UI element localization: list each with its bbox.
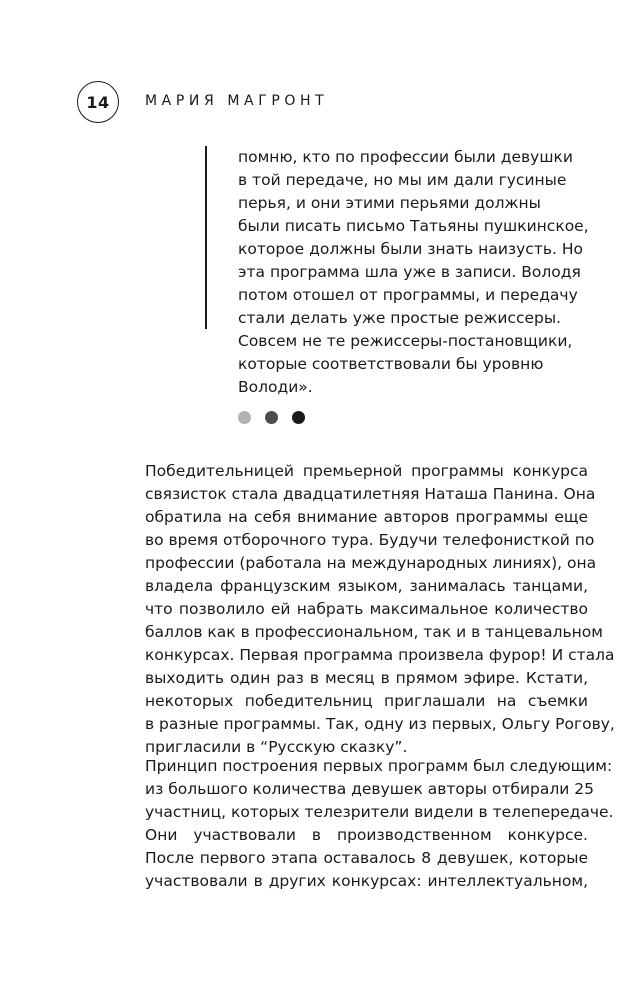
body-line: Победительницей премьерной программы конкурса — [145, 462, 588, 480]
quote-vertical-rule — [205, 146, 207, 329]
body-line: После первого этапа оставалось 8 девушек, которые — [145, 849, 588, 867]
quote-line: которые соответствовали бы уровню — [238, 355, 544, 373]
quote-line: были писать письмо Татьяны пушкинское, — [238, 217, 589, 235]
body-paragraph-2 — [145, 755, 614, 893]
body-line: профессии (работала на международных линиях), она — [145, 554, 597, 572]
page-number-circle — [77, 81, 119, 123]
body-paragraph-1 — [145, 460, 615, 759]
divider-dot-dark — [292, 411, 305, 424]
divider-dot-light — [238, 411, 251, 424]
body-line: в разные программы. Так, одну из первых, Ольгу Рогову, — [145, 715, 615, 733]
quote-line: Володи». — [238, 378, 313, 396]
body-line: участвовали в других конкурсах: интеллектуальном, — [145, 872, 588, 890]
running-head-author: МАРИЯ МАГРОНТ — [145, 93, 329, 109]
quote-line: помню, кто по профессии были девушки — [238, 148, 573, 166]
body-line: связисток стала двадцатилетняя Наташа Панина. Она — [145, 485, 596, 503]
body-line: некоторых победительниц приглашали на съемки — [145, 692, 588, 710]
body-line: из большого количества девушек авторы отбирали 25 — [145, 780, 595, 798]
page-number: 14 — [86, 92, 110, 112]
divider-dot-medium — [265, 411, 278, 424]
quote-line: стали делать уже простые режиссеры. — [238, 309, 562, 327]
body-line: Они участвовали в производственном конкурсе. — [145, 826, 588, 844]
quote-line: которое должны были знать наизусть. Но — [238, 240, 583, 258]
quote-line: Совсем не те режиссеры-постановщики, — [238, 332, 573, 350]
quote-line: эта программа шла уже в записи. Володя — [238, 263, 581, 281]
quote-block — [238, 146, 589, 399]
quote-line: потом отошел от программы, и передачу — [238, 286, 578, 304]
body-line: Принцип построения первых программ был следующим: — [145, 757, 613, 775]
body-line: во время отборочного тура. Будучи телефонисткой по — [145, 531, 595, 549]
quote-line: в той передаче, но мы им дали гусиные — [238, 171, 567, 189]
body-line: выходить один раз в месяц в прямом эфире. Кстати, — [145, 669, 588, 687]
body-line: обратила на себя внимание авторов программы еще — [145, 508, 588, 526]
quote-line: перья, и они этими перьями должны — [238, 194, 541, 212]
body-line: владела французским языком, занималась танцами, — [145, 577, 588, 595]
body-line: участниц, которых телезрители видели в телепередаче. — [145, 803, 614, 821]
body-line: пригласили в “Русскую сказку”. — [145, 738, 408, 756]
body-line: баллов как в профессиональном, так и в танцевальном — [145, 623, 603, 641]
body-line: конкурсах. Первая программа произвела фурор! И стала — [145, 646, 615, 664]
body-line: что позволило ей набрать максимальное количество — [145, 600, 588, 618]
